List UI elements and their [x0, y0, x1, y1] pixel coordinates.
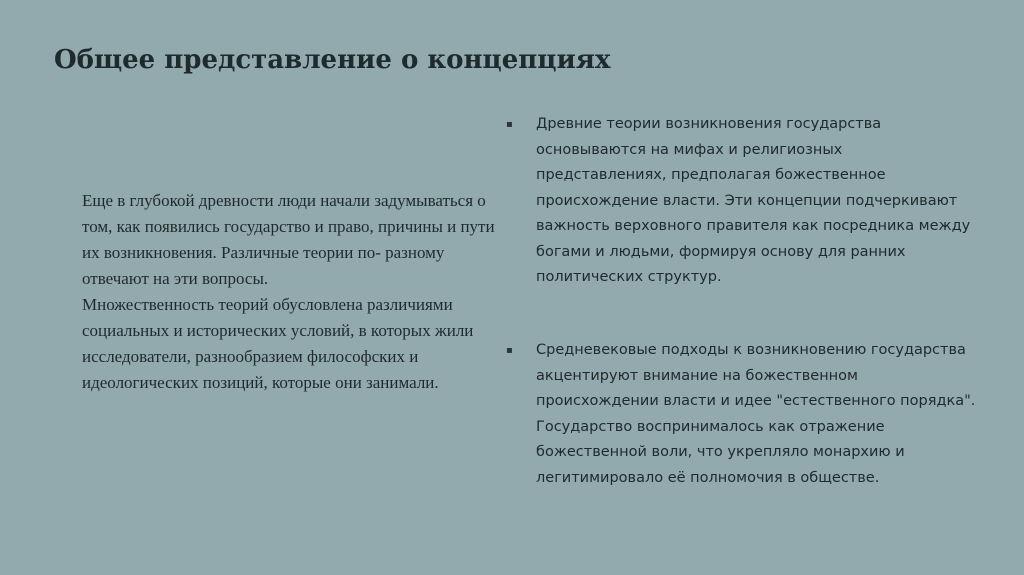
left-paragraph-1: Еще в глубокой древности люди начали задумываться о том, как появились государство и право, причины и пути их возникновения. Различные теории по‑ разному отвечают на эти вопросы. — [82, 191, 495, 288]
left-text-block — [82, 188, 512, 396]
bullet-text: Средневековые подходы к возникновению государства акцентируют внимание на божественном происхождении власти и идее "естественного порядка". Государство воспринималось как отражение божественной воли, что укрепляло монархию и легитимировало её полномочия в обществе. — [536, 342, 976, 486]
bullet-item-ancient — [506, 112, 976, 291]
square-bullet-icon: ▪ — [506, 345, 513, 356]
square-bullet-icon: ▪ — [506, 119, 513, 130]
bullet-item-medieval — [506, 338, 976, 491]
left-paragraph-2: Множественность теорий обусловлена различиями социальных и исторических условий, в которых жили исследователи, разнообразием философских и идеологических позиций, которые они занимали. — [82, 295, 474, 392]
bullet-text: Древние теории возникновения государства основываются на мифах и религиозных представлениях, предполагая божественное происхождение власти. Эти концепции подчеркивают важность верховного правителя как посредника между богами и людьми, формируя основу для ранних политических структур. — [536, 116, 971, 285]
slide-title: Общее представление о концепциях — [54, 45, 611, 75]
